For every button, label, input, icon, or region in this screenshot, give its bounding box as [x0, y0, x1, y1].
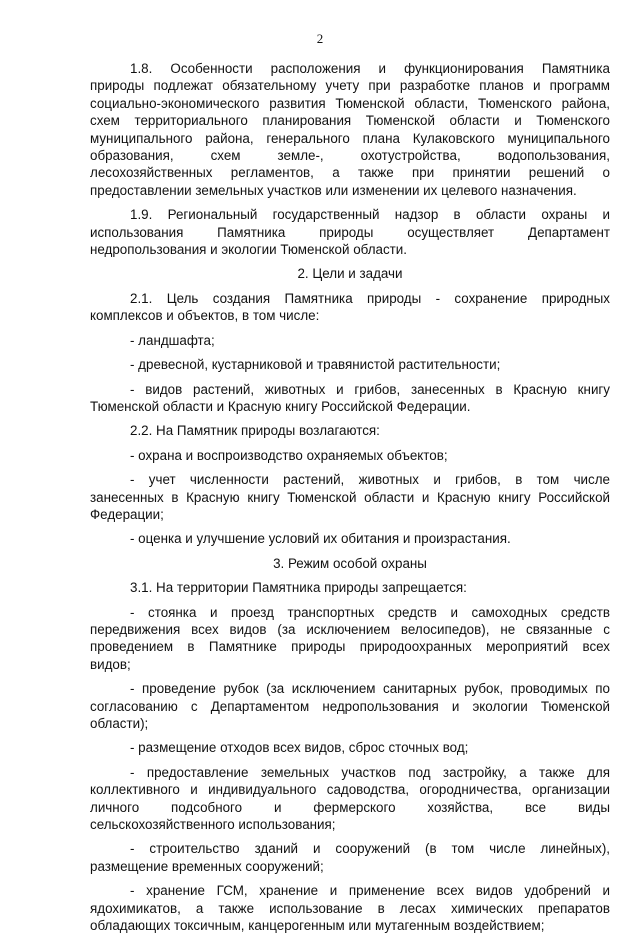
text-line: 1.9. Региональный государственный надзор в области охраны и	[130, 207, 610, 223]
text-line: комплексов и объектов, в том числе:	[90, 308, 320, 324]
section-heading: 2. Цели и задачи	[297, 266, 403, 282]
text-line: недропользования и экологии Тюменской области.	[90, 242, 407, 258]
text-line: - размещение отходов всех видов, сброс сточных вод;	[130, 740, 469, 756]
paragraph	[90, 680, 610, 732]
text-line: - видов растений, животных и грибов, занесенных в Красную книгу	[130, 381, 610, 397]
paragraph	[90, 447, 610, 464]
text-line: схем территориального планирования Тюменской области и Тюменского	[90, 113, 610, 129]
text-line: - учет численности растений, животных и грибов, в том числе	[130, 472, 610, 488]
text-line: 1.8. Особенности расположения и функционирования Памятника	[130, 61, 610, 76]
text-line: сельскохозяйственного использования;	[90, 817, 336, 833]
paragraph	[90, 356, 610, 373]
text-line: 3.1. На территории Памятника природы запрещается:	[130, 580, 467, 596]
paragraph	[90, 530, 610, 547]
page-number: 2	[316, 31, 324, 46]
text-line: - древесной, кустарниковой и травянистой растительности;	[130, 357, 501, 373]
text-line: передвижения всех видов (за исключением велосипедов), не связанные с	[90, 621, 610, 637]
section-heading: 3. Режим особой охраны	[273, 555, 427, 571]
text-line: - ландшафта;	[130, 332, 215, 348]
text-line: личного подсобного и фермерского хозяйства, все виды	[90, 799, 610, 815]
text-line: коллективного и индивидуального садоводства, огородничества, организации	[90, 782, 610, 798]
text-line: - хранение ГСМ, хранение и применение всех видов удобрений и	[130, 883, 610, 899]
text-line: использования Памятника природы осуществляет Департамент	[90, 224, 610, 240]
text-line: образования, схем земле-, охотустройства, водопользования,	[90, 148, 610, 164]
text-line: - строительство зданий и сооружений (в том числе линейных),	[130, 841, 610, 857]
text-line: муниципального района, генерального плана Кулаковского муниципального	[90, 130, 610, 146]
paragraph	[90, 332, 610, 349]
text-line: социально-экономического развития Тюменской области, Тюменского района,	[90, 95, 610, 111]
text-line: - предоставление земельных участков под застройку, а также для	[130, 764, 610, 780]
text-line: лесохозяйственных регламентов, а также при принятии решений о	[90, 165, 610, 181]
paragraph	[90, 882, 610, 934]
text-line: Федерации;	[90, 506, 164, 522]
paragraph	[90, 739, 610, 756]
paragraph	[90, 764, 610, 834]
paragraph	[90, 290, 610, 325]
text-line: видов;	[90, 656, 131, 672]
text-line: природы подлежат обязательному учету при разработке планов и программ	[90, 78, 610, 94]
text-line: - оценка и улучшение условий их обитания и произрастания.	[130, 531, 511, 547]
text-line: Тюменской области и Красную книгу Российской Федерации.	[90, 398, 471, 414]
text-line: - охрана и воспроизводство охраняемых объектов;	[130, 447, 448, 463]
text-line: предоставлении земельных участков или изменении их целевого назначения.	[90, 182, 577, 198]
paragraph	[90, 471, 610, 523]
text-line: занесенных в Красную книгу Тюменской области и Красную книгу Российской	[90, 489, 610, 505]
paragraph	[90, 840, 610, 875]
text-line: обладающих токсичным, канцерогенным или мутагенным воздействием;	[90, 918, 545, 934]
document-body	[90, 60, 610, 941]
text-line: - стоянка и проезд транспортных средств и самоходных средств	[130, 604, 610, 620]
text-line: 2.1. Цель создания Памятника природы - сохранение природных	[130, 290, 610, 306]
text-line: размещение временных сооружений;	[90, 858, 324, 874]
paragraph	[90, 206, 610, 258]
paragraph	[90, 579, 610, 596]
text-line: ядохимикатов, а также использование в лесах химических препаратов	[90, 900, 610, 916]
paragraph	[90, 422, 610, 439]
text-line: - проведение рубок (за исключением санитарных рубок, проводимых по	[130, 681, 610, 697]
paragraph	[90, 604, 610, 674]
paragraph	[90, 381, 610, 416]
text-line: 2.2. На Памятник природы возлагаются:	[130, 423, 380, 439]
text-line: области);	[90, 716, 149, 731]
paragraph	[90, 60, 610, 199]
text-line: согласованию с Департаментом недропользования и экологии Тюменской	[90, 698, 610, 714]
text-line: проведением в Памятнике природы природоохранных мероприятий всех	[90, 639, 610, 655]
